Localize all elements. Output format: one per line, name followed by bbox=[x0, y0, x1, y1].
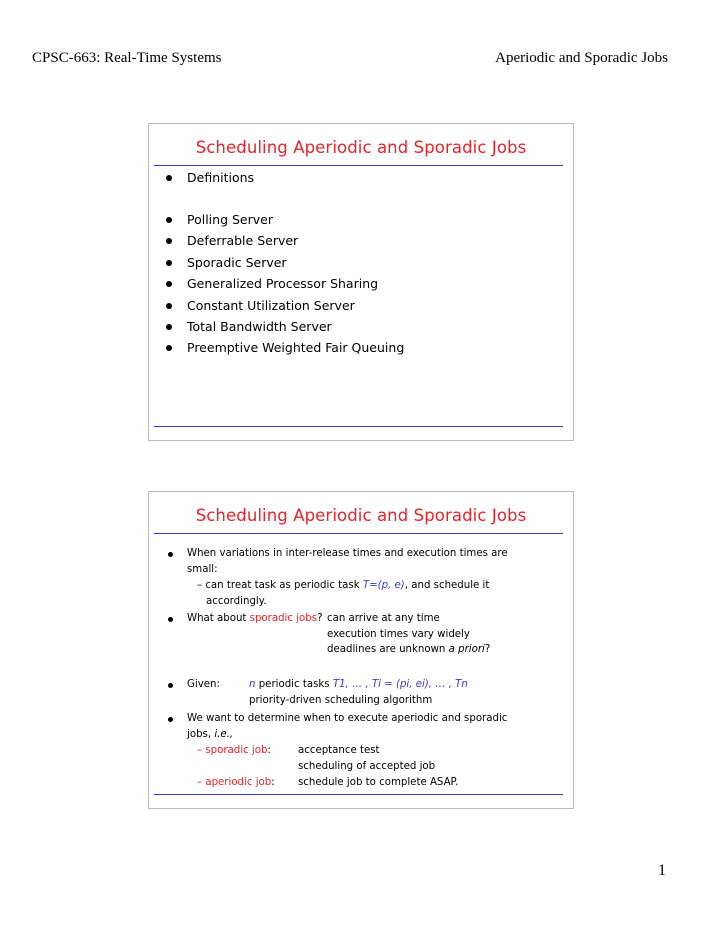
term-aperiodic-job: – aperiodic job bbox=[197, 777, 272, 788]
page-number: 1 bbox=[658, 862, 666, 879]
bullet-dot bbox=[168, 617, 173, 622]
sub-bullet-text: scheduling of accepted job bbox=[298, 760, 436, 772]
bullet-text: small: bbox=[187, 563, 218, 575]
slide-1-footer-rule bbox=[154, 426, 563, 427]
sub-bullet-text: schedule job to complete ASAP. bbox=[298, 777, 459, 788]
bullet-text: We want to determine when to execute aperiodic and sporadic bbox=[187, 713, 508, 724]
formula-periodic-task: T=(p, e) bbox=[362, 580, 405, 591]
slide-2-title: Scheduling Aperiodic and Sporadic Jobs bbox=[195, 506, 527, 525]
sporadic-property: execution times vary widely bbox=[327, 628, 470, 640]
bullet-dot bbox=[168, 717, 173, 722]
slide-2-title-rule bbox=[154, 533, 563, 534]
sporadic-property-italic: a priori bbox=[448, 644, 485, 656]
bullet-text: periodic tasks bbox=[255, 679, 333, 690]
bullet-dot bbox=[168, 683, 173, 688]
list-item: Polling Server bbox=[157, 209, 565, 230]
bullet-text: jobs, bbox=[187, 728, 215, 740]
list-item: Preemptive Weighted Fair Queuing bbox=[157, 337, 565, 358]
header-course: CPSC-663: Real-Time Systems bbox=[32, 50, 222, 66]
sporadic-property: can arrive at any time bbox=[327, 613, 440, 624]
header-topic: Aperiodic and Sporadic Jobs bbox=[495, 50, 668, 66]
sporadic-property: ? bbox=[484, 644, 491, 656]
given-label: Given: bbox=[187, 679, 220, 690]
slide-1-server-list bbox=[157, 209, 565, 359]
slide-1-definitions bbox=[157, 167, 565, 188]
slide-2-footer-rule bbox=[154, 794, 563, 795]
term-sporadic-jobs: sporadic jobs bbox=[249, 613, 318, 624]
slide-1-title-rule bbox=[154, 165, 563, 166]
list-item: Deferrable Server bbox=[157, 230, 565, 251]
sporadic-property: deadlines are unknown bbox=[327, 644, 449, 656]
bullet-text: ? bbox=[317, 613, 323, 624]
bullet-dot bbox=[168, 552, 173, 557]
sub-bullet-text: – can treat task as periodic task bbox=[197, 580, 363, 591]
var-n: n bbox=[249, 679, 256, 690]
formula-task-set: T1, … , Ti = (pi, ei), … , Tn bbox=[332, 679, 468, 690]
bullet-text: priority-driven scheduling algorithm bbox=[249, 694, 433, 706]
sub-bullet-text: , and schedule it bbox=[404, 580, 490, 591]
slide-1 bbox=[148, 123, 574, 441]
sub-bullet-text: acceptance test bbox=[298, 745, 380, 756]
slide-1-title: Scheduling Aperiodic and Sporadic Jobs bbox=[195, 138, 527, 157]
sub-bullet-text: accordingly. bbox=[206, 595, 267, 607]
list-item: Total Bandwidth Server bbox=[157, 316, 565, 337]
list-item: Constant Utilization Server bbox=[157, 295, 565, 316]
list-item: Generalized Processor Sharing bbox=[157, 273, 565, 294]
bullet-text-italic: i.e., bbox=[214, 728, 234, 740]
term-sporadic-job: – sporadic job bbox=[197, 745, 268, 756]
slide-2: Scheduling Aperiodic and Sporadic Jobs When variations in inter-release times and execution times are small: – can treat task as periodic task T=(p, e), and schedule it accordingly. What about sporadic jobs? can arrive at any time execution times vary widely deadlines are unknown a priori? Given: n periodic tasks T1, … , Ti = (pi, ei), … , Tn priority-driven scheduling algorithm We want to determine when to execute aperiodic and sporadic jobs, i.e., – sporadic job: acceptance test scheduling of accepted job – aperiodic job: schedule job to complete ASAP. bbox=[148, 491, 574, 809]
bullet-text: What about bbox=[187, 613, 250, 624]
list-item: Sporadic Server bbox=[157, 252, 565, 273]
list-item-definitions: Definitions bbox=[157, 167, 565, 188]
bullet-text: When variations in inter-release times and execution times are bbox=[187, 548, 508, 559]
